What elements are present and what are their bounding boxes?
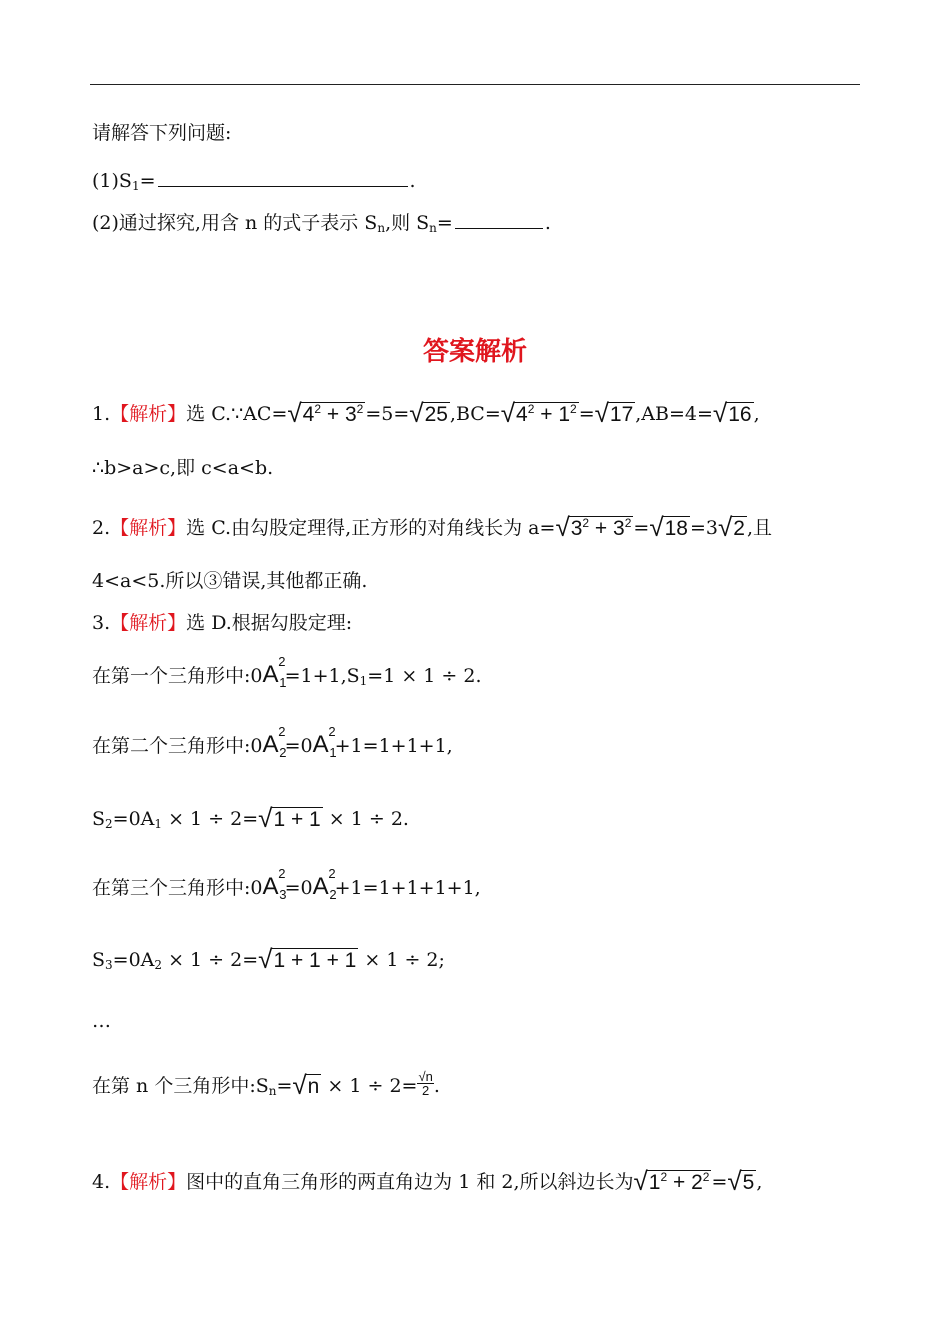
- header-rule: [90, 84, 860, 85]
- fraction: $\frac{√n}{2}$: [418, 1068, 433, 1098]
- answer-3-line-2: 在第一个三角形中:0A 2 1 $=1+1,S_1=1 \times 1 \div 2$.: [92, 654, 482, 690]
- answer-3-line-5: 在第三个三角形中:0A 2 3 =0A 2 2 +1=1+1+1+1,: [92, 866, 481, 902]
- answer-3-line-1: 3.【解析】选 D.根据勾股定理:: [92, 612, 353, 634]
- answer-3-line-4: $S_2=0A_1 \times 1 \div 2=$ √ 1 + 1 × 1 ÷ 2.: [92, 803, 409, 833]
- question-2: (2)通过探究,用含 n 的式子表示 $S_n$,则 $S_n=$ .: [92, 212, 551, 235]
- answer-2-line-1: 2.【解析】选 C.由勾股定理得,正方形的对角线长为 a= √ $3^2 + 3^2$ = √ 18 =3 √ 2 ,且: [92, 512, 772, 542]
- question-prompt: 请解答下列问题:: [92, 122, 232, 144]
- sqrt-expr: √ 25: [409, 398, 448, 428]
- answer-2-line-2: 4<a<5.所以③错误,其他都正确.: [92, 570, 368, 592]
- answer-title: 答案解析: [422, 337, 527, 367]
- answer-3-ellipsis: …: [92, 1010, 111, 1032]
- sqrt-expr: √ 5: [727, 1166, 755, 1196]
- answer-3-line-3: 在第二个三角形中:0A 2 2 =0A 2 1 +1=1+1+1,: [92, 724, 453, 760]
- answer-3-line-7: 在第 n 个三角形中$:S_n=$ √ n × 1 ÷ 2= $\frac{√n}{2}$ .: [92, 1068, 440, 1100]
- sqrt-expr: √ 16: [712, 398, 752, 428]
- sqrt-expr: √ 2: [717, 512, 745, 542]
- sqrt-expr: √ 1 + 1 + 1: [258, 944, 357, 974]
- answer-1-line-2: ∴b>a>c,即 c<a<b.: [92, 457, 274, 479]
- answer-blank-2[interactable]: [455, 210, 543, 229]
- sqrt-expr: √ 1 + 1: [258, 803, 321, 833]
- sqrt-expr: √ 18: [649, 512, 688, 542]
- sqrt-expr: √ n: [292, 1070, 320, 1100]
- sqrt-expr: √ 17: [594, 398, 634, 428]
- sqrt-expr: √ $4^2 + 1^2$: [500, 398, 577, 428]
- answer-1-line-1: 1.【解析】选 C.∵AC= √ $4^2 + 3^2$ =5= √ 25 ,BC= √ $4^2 + 1^2$ = √ 17 ,AB=4= √ 16 ,: [92, 398, 760, 428]
- answer-blank-1[interactable]: [158, 168, 408, 187]
- sqrt-expr: √ $1^2 + 2^2$: [633, 1166, 710, 1196]
- answer-4-line-1: 4.【解析】图中的直角三角形的两直角边为 1 和 2,所以斜边长为 √ $1^2 + 2^2$ = √ 5 ,: [92, 1166, 763, 1196]
- question-1: $(1)S_1=$ .: [92, 170, 416, 193]
- answer-3-line-6: $S_3=0A_2 \times 1 \div 2=$ √ 1 + 1 + 1 × 1 ÷ 2;: [92, 944, 445, 974]
- sqrt-expr: √ $3^2 + 3^2$: [555, 512, 632, 542]
- sqrt-expr: √ $4^2 + 3^2$: [287, 398, 364, 428]
